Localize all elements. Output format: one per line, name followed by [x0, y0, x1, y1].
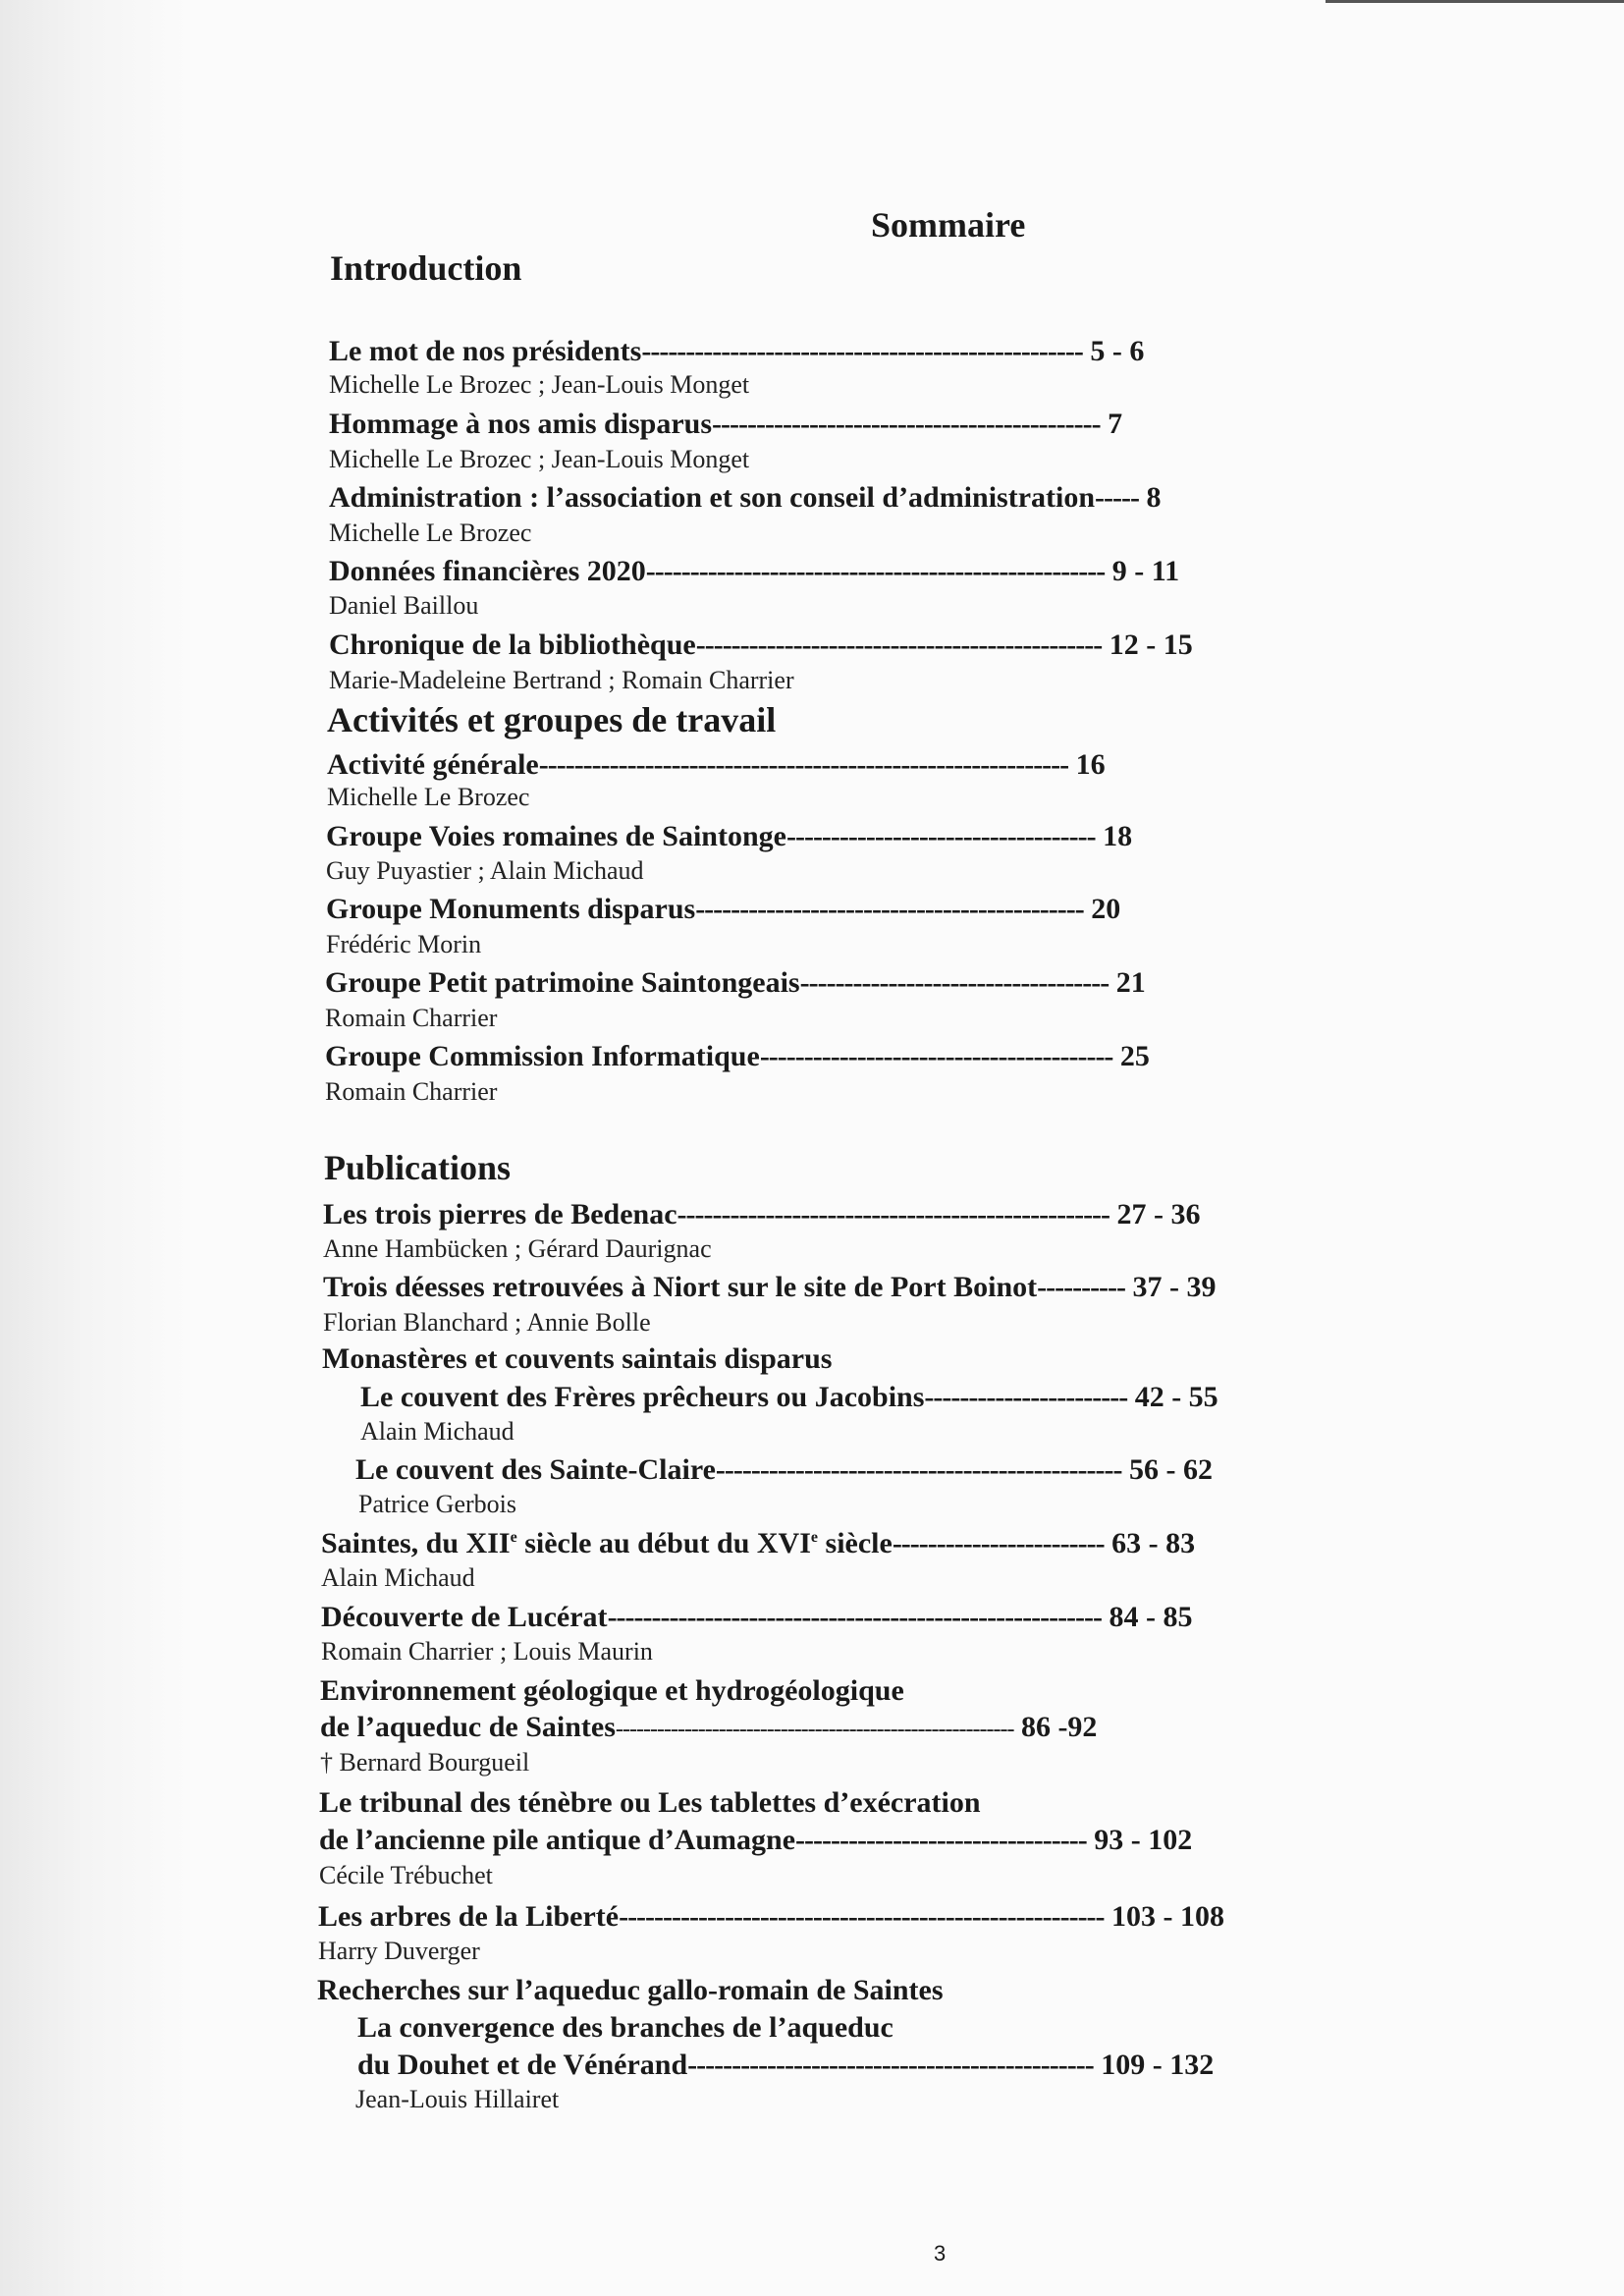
entry-title: Le mot de nos présidents [329, 335, 642, 367]
toc-entry-line2 [319, 1823, 1192, 1858]
superscript: e [510, 1529, 517, 1546]
entry-pages: 109 - 132 [1101, 2049, 1215, 2081]
binding-gutter-shadow [0, 0, 187, 2296]
dot-leader: ---------------------------------------------- [687, 2049, 1094, 2081]
toc-entry [329, 554, 1179, 589]
dot-leader: ---------------------------------------------------------- [615, 1717, 1014, 1742]
entry-authors: † Bernard Bourgueil [320, 1748, 530, 1777]
entry-title: Le tribunal des ténèbre ou Les tablettes d’exécration [319, 1786, 981, 1819]
entry-authors: Michelle Le Brozec ; Jean-Louis Monget [329, 445, 750, 473]
entry-title: Groupe Petit patrimoine Saintongeais [325, 966, 800, 999]
dot-leader: ---------------------------------------------- [695, 629, 1103, 661]
dot-leader: ------------------------------------------------- [677, 1198, 1110, 1230]
entry-authors: Romain Charrier ; Louis Maurin [321, 1637, 653, 1666]
entry-title: Les arbres de la Liberté [318, 1900, 620, 1933]
entry-title: Activité générale [327, 748, 539, 781]
toc-subentry-line1 [357, 2010, 893, 2046]
entry-title: de l’aqueduc de Saintes [320, 1711, 616, 1743]
entry-title: de l’ancienne pile antique d’Aumagne [319, 1824, 796, 1856]
entry-pages: 7 [1108, 408, 1123, 440]
entry-authors: Jean-Louis Hillairet [355, 2085, 560, 2113]
entry-title: Groupe Monuments disparus [326, 893, 696, 925]
entry-title: Groupe Commission Informatique [325, 1040, 760, 1072]
entry-title: Découverte de Lucérat [321, 1601, 608, 1633]
entry-authors: Michelle Le Brozec ; Jean-Louis Monget [329, 370, 750, 399]
dot-leader: -------------------------------------------------------- [607, 1601, 1103, 1633]
entry-authors: Cécile Trébuchet [319, 1861, 493, 1889]
entry-pages: 93 - 102 [1094, 1824, 1193, 1856]
toc-entry [329, 407, 1122, 442]
toc-entry [325, 965, 1146, 1001]
entry-pages: 37 - 39 [1132, 1271, 1217, 1303]
entry-title: du Douhet et de Vénérand [357, 2049, 688, 2081]
toc-entry [326, 892, 1120, 927]
entry-authors: Frédéric Morin [326, 930, 482, 958]
entry-title [321, 1527, 893, 1559]
toc-entry [325, 1039, 1150, 1074]
entry-authors: Michelle Le Brozec [329, 519, 532, 547]
toc-subentry [355, 1452, 1213, 1488]
toc-entry-heading [317, 1973, 944, 2008]
dot-leader: ---------------------------------------- [759, 1040, 1113, 1072]
entry-authors: Anne Hambücken ; Gérard Daurignac [323, 1234, 712, 1263]
toc-entry [329, 628, 1193, 663]
dot-leader: -------------------------------------------------- [641, 335, 1083, 367]
toc-entry [329, 480, 1161, 516]
entry-title: Le couvent des Sainte-Claire [355, 1453, 716, 1486]
page-top-edge [1326, 0, 1624, 3]
dot-leader: --------------------------------- [795, 1824, 1087, 1856]
section-heading-introduction: Introduction [330, 248, 522, 288]
dot-leader: ---------------------------------------------------- [645, 555, 1106, 587]
dot-leader: ------------------------------------------------------------ [538, 748, 1069, 781]
entry-title: Trois déesses retrouvées à Niort sur le site de Port Boinot [323, 1271, 1038, 1303]
entry-pages: 8 [1146, 481, 1162, 514]
entry-pages: 12 - 15 [1109, 629, 1193, 661]
dot-leader: ---------------------------------------------- [715, 1453, 1122, 1486]
entry-pages: 63 - 83 [1111, 1527, 1196, 1559]
toc-entry [323, 1197, 1201, 1232]
entry-authors: Daniel Baillou [329, 591, 479, 620]
toc-entry-line1 [319, 1785, 981, 1821]
toc-entry [326, 819, 1132, 854]
entry-authors: Romain Charrier [325, 1004, 498, 1032]
entry-pages: 86 -92 [1020, 1711, 1098, 1743]
entry-pages: 18 [1103, 820, 1133, 852]
entry-pages: 16 [1075, 748, 1106, 781]
entry-title: Administration : l’association et son conseil d’administration [329, 481, 1096, 514]
toc-subentry-line2 [357, 2048, 1214, 2083]
entry-pages: 9 - 11 [1111, 555, 1180, 587]
dot-leader: ---------- [1037, 1271, 1126, 1303]
entry-title-part: siècle [818, 1527, 893, 1559]
toc-entry [318, 1899, 1224, 1935]
dot-leader: ----------------------------------- [785, 820, 1096, 852]
page-title: Sommaire [871, 205, 1026, 245]
dot-leader: ----------------------- [924, 1381, 1128, 1413]
toc-subentry [360, 1380, 1218, 1415]
toc-entry-heading [322, 1341, 832, 1377]
entry-title: Environnement géologique et hydrogéologique [320, 1674, 904, 1707]
entry-title: Monastères et couvents saintais disparus [322, 1342, 833, 1375]
entry-authors: Romain Charrier [325, 1077, 498, 1106]
entry-authors: Florian Blanchard ; Annie Bolle [323, 1308, 651, 1337]
entry-title: Groupe Voies romaines de Saintonge [326, 820, 786, 852]
entry-authors: Alain Michaud [321, 1563, 475, 1592]
entry-pages: 27 - 36 [1116, 1198, 1201, 1230]
toc-entry-line1 [320, 1673, 904, 1709]
toc-entry [321, 1526, 1195, 1561]
superscript: e [810, 1529, 819, 1546]
dot-leader: ----- [1095, 481, 1139, 514]
entry-authors: Michelle Le Brozec [327, 783, 530, 811]
dot-leader: ----------------------------------- [799, 966, 1110, 999]
entry-title: Les trois pierres de Bedenac [323, 1198, 677, 1230]
entry-authors: Patrice Gerbois [358, 1490, 517, 1518]
entry-title: Données financières 2020 [329, 555, 646, 587]
entry-pages: 20 [1091, 893, 1121, 925]
entry-pages: 56 - 62 [1128, 1453, 1213, 1486]
section-heading-publications: Publications [324, 1148, 512, 1187]
entry-pages: 21 [1115, 966, 1146, 999]
entry-title-part: Saintes, du XII [321, 1527, 511, 1559]
section-heading-activites: Activités et groupes de travail [327, 700, 777, 739]
toc-entry-line2 [320, 1710, 1097, 1747]
toc-entry [327, 747, 1106, 783]
entry-title: Le couvent des Frères prêcheurs ou Jacobins [360, 1381, 925, 1413]
toc-entry [329, 334, 1144, 369]
entry-title-part: siècle au début du XVI [516, 1527, 811, 1559]
page-number: 3 [934, 2241, 947, 2266]
entry-pages: 84 - 85 [1109, 1601, 1193, 1633]
toc-entry [323, 1270, 1217, 1305]
entry-authors: Marie-Madeleine Bertrand ; Romain Charrier [329, 666, 794, 694]
entry-title: Chronique de la bibliothèque [329, 629, 696, 661]
entry-title: La convergence des branches de l’aqueduc [357, 2011, 893, 2044]
entry-title: Hommage à nos amis disparus [329, 408, 713, 440]
dot-leader: ------------------------ [892, 1527, 1105, 1559]
toc-entry [321, 1600, 1193, 1635]
entry-pages: 5 - 6 [1090, 335, 1145, 367]
entry-authors: Alain Michaud [360, 1417, 514, 1446]
dot-leader: ------------------------------------------------------- [619, 1900, 1105, 1933]
dot-leader: -------------------------------------------- [712, 408, 1101, 440]
entry-pages: 25 [1119, 1040, 1150, 1072]
entry-pages: 103 - 108 [1111, 1900, 1225, 1933]
entry-title: Recherches sur l’aqueduc gallo-romain de Saintes [317, 1974, 944, 2006]
entry-pages: 42 - 55 [1134, 1381, 1218, 1413]
entry-authors: Harry Duverger [318, 1937, 480, 1965]
entry-authors: Guy Puyastier ; Alain Michaud [326, 856, 644, 885]
dot-leader: -------------------------------------------- [695, 893, 1084, 925]
